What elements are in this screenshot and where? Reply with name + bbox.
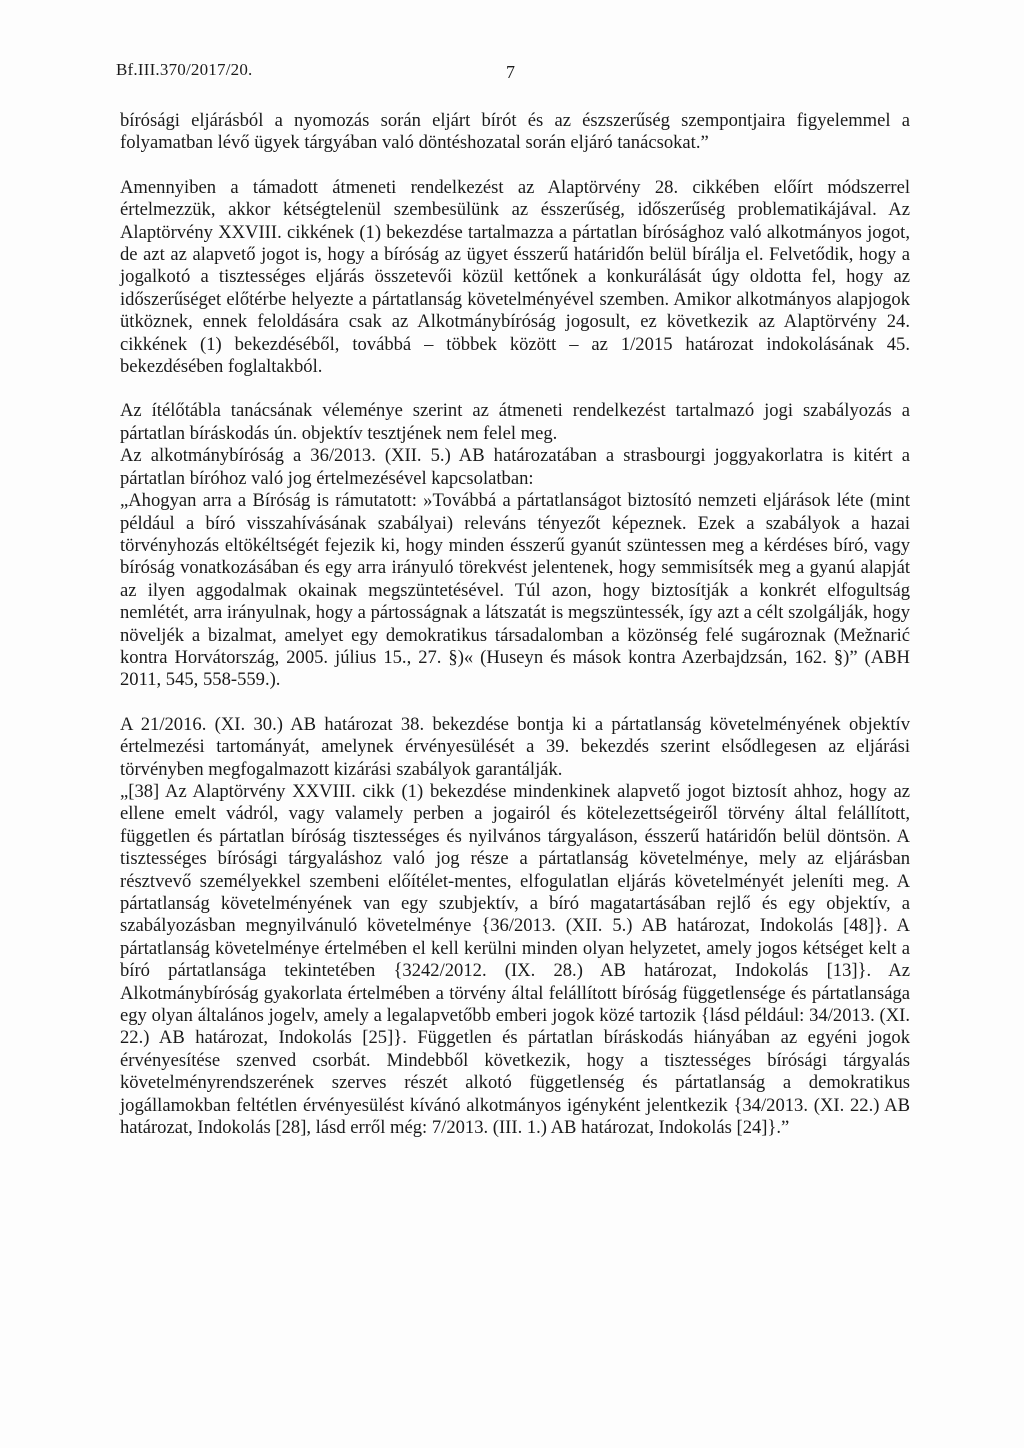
paragraph-gap (120, 378, 910, 400)
paragraph-ab-21-2016-reference: A 21/2016. (XI. 30.) AB határozat 38. bekezdése bontja ki a pártatlanság követelményének objektív értelmezési tartományát, amelynek érvényesülését a 39. bekezdés szerint elsődlegesen az eljárási törvényben megfogalmazott kizárási szabályok garantálják. (120, 713, 910, 780)
paragraph-gap (120, 692, 910, 714)
paragraph-alaptorveny-analysis: Amennyiben a támadott átmeneti rendelkezést az Alaptörvény 28. cikkében előírt módszerrel értelmezzük, akkor kétségtelenül szembesülünk az ésszerűség, időszerűség problematikájával. Az Alaptörvény XXVIII. cikkének (1) bekezdése tartalmazza a pártatlan bírósághoz való alkotmányos jogot, de azt az alapvető jogot is, hogy a bíróság az ügyet ésszerű határidőn belül bírálja el. Felvetődik, hogy a jogalkotó a tisztességes eljárás összetevői közül kettőnek a konkurálását úgy oldotta fel, hogy az időszerűséget előtérbe helyezte a pártatlanság követelményével szemben. Amikor alkotmányos alapjogok ütköznek, ennek feloldására csak az Alkotmánybíróság jogosult, ez következik az Alaptörvény 24. cikkének (1) bekezdéséből, továbbá – többek között – az 1/2015 határozat indokolásának 45. bekezdésében foglaltakból. (120, 176, 910, 378)
paragraph-itelotabla-opinion: Az ítélőtábla tanácsának véleménye szerint az átmeneti rendelkezést tartalmazó jogi szabályozás a pártatlan bíráskodás ún. objektív tesztjének nem felel meg. (120, 400, 910, 444)
page-number: 7 (506, 62, 516, 82)
case-number: Bf.III.370/2017/20. (116, 60, 253, 79)
paragraph-section-38-quote: „[38] Az Alaptörvény XXVIII. cikk (1) bekezdése mindenkinek alapvető jogot biztosít ahhoz, hogy az ellene emelt vádról, vagy valamely perben a jogairól és kötelezettségeiről törvény által felállított, független és pártatlan bíróság tisztességes és nyilvános tárgyaláson, ésszerű határidőn belül döntsön. A tisztességes bírósági tárgyaláshoz való jog része a pártatlanság követelménye, mely az eljárásban résztvevő személyekkel szembeni előítélet-mentes, elfogulatlan eljárás követelményét jeleníti meg. A pártatlanság követelményének van egy szubjektív, a bíró magatartásában rejlő és egy objektív, a szabályozásban megnyilvánuló követelménye {36/2013. (XII. 5.) AB határozat, Indokolás [48]}. A pártatlanság követelménye értelmében el kell kerülni minden olyan helyzetet, amely jogos kétséget kelt a bíró pártatlansága tekintetében {3242/2012. (IX. 28.) AB határozat, Indokolás [13]}. Az Alkotmánybíróság gyakorlata értelmében a törvény által felállított bíróság függetlensége és pártatlansága egy olyan általános jogelv, amely a legalapvetőbb emberi jogok közé tartozik {lásd például: 34/2013. (XI. 22.) AB határozat, Indokolás [25]}. Független és pártatlan bíráskodás hiányában az egyéni jogok érvényesítése szenved csorbát. Mindebből következik, hogy a tisztességes bírósági tárgyalás követelményrendszerének szerves részét alkotó függetlenség és pártatlanság a demokratikus jogállamokban feltétlen érvényesülést kívánó alkotmányos igényként jelentkezik {34/2013. (XI. 22.) AB határozat, Indokolás [28], lásd erről még: 7/2013. (III. 1.) AB határozat, Indokolás [24]}.” (120, 780, 910, 1139)
paragraph-ab-36-2013-reference: Az alkotmánybíróság a 36/2013. (XII. 5.) AB határozatában a strasbourgi joggyakorlatra is kitért a pártatlan bíróhoz való jog értelmezésével kapcsolatban: (120, 445, 910, 489)
paragraph-strasbourg-quote: „Ahogyan arra a Bíróság is rámutatott: »Továbbá a pártatlanságot biztosító nemzeti eljárások léte (mint például a bíró visszahívásának szabályai) releváns tényezőt képeznek. Ezek a szabályok a hazai törvényhozás eltökéltségét fejezik ki, hogy minden ésszerű gyanút szüntessen meg a kérdéses bíró, vagy bíróság vonatkozásában és egy arra irányuló törekvést jelentenek, hogy semmisítsék meg a gyanú alapját az ilyen aggodalmak okainak megszüntetésével. Túl azon, hogy biztosítják a konkrét elfogultság nemlétét, arra irányulnak, hogy a pártosságnak a látszatát is megszüntessék, így azt a célt szolgálják, hogy növeljék a bizalmat, amelyet egy demokratikus társadalomban a közönség felé sugároznak (Mežnarić kontra Horvátország, 2005. július 15., 27. §)« (Huseyn és mások kontra Azerbajdzsán, 162. §)” (ABH 2011, 545, 558-559.). (120, 490, 910, 691)
paragraph-gap (120, 155, 910, 177)
page-header (116, 52, 916, 80)
paragraph-intro-continuation: bírósági eljárásból a nyomozás során eljárt bírót és az észszerűség szempontjaira figyelemmel a folyamatban lévő ügyek tárgyában való döntéshozatal során eljáró tanácsokat.” (120, 110, 910, 154)
document-body (120, 110, 910, 1139)
